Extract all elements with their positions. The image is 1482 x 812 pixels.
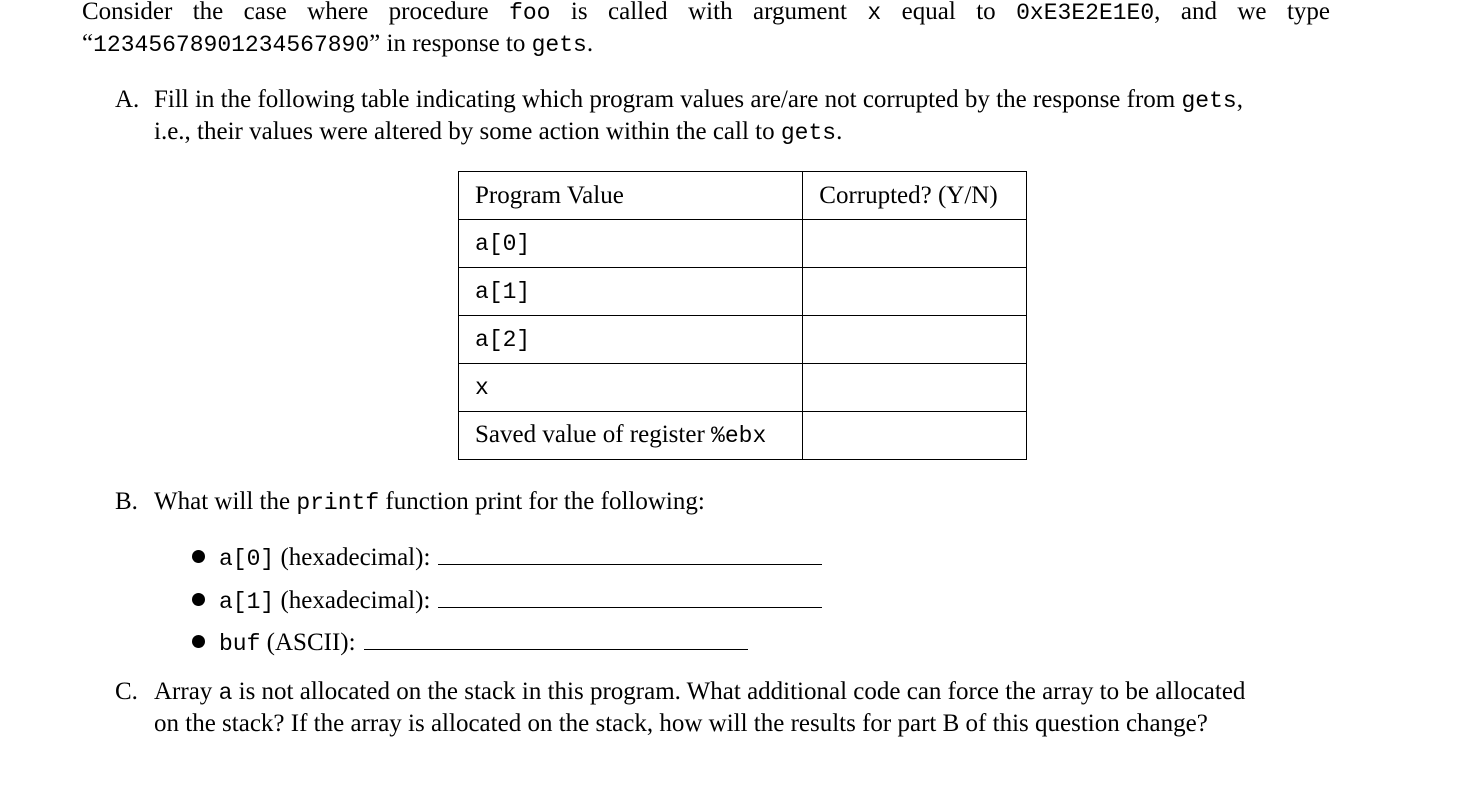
part-c-text: Array bbox=[154, 678, 219, 705]
answer-blank[interactable] bbox=[438, 538, 822, 565]
part-c-text: is not allocated on the stack in this program. What additional code can force the array to be allocated bbox=[232, 678, 1246, 705]
part-a-label: A. bbox=[115, 86, 140, 113]
part-b-label: B. bbox=[115, 488, 138, 515]
table-row bbox=[459, 220, 1027, 268]
program-value-cell: a[1] bbox=[459, 268, 803, 316]
part-c-line-2: on the stack? If the array is allocated on the stack, how will the results for part B of this question change? bbox=[154, 710, 1208, 737]
intro-text: is called with argument bbox=[550, 0, 868, 25]
intro-text: , and we type bbox=[1154, 0, 1331, 25]
table-row bbox=[459, 316, 1027, 364]
code-ebx: %ebx bbox=[711, 423, 767, 449]
corruption-table bbox=[458, 171, 1027, 460]
code-printf: printf bbox=[296, 490, 380, 516]
code-gets: gets bbox=[780, 120, 837, 146]
punct: . bbox=[836, 118, 843, 145]
program-value-cell: a[0] bbox=[459, 220, 803, 268]
code-input-string: 12345678901234567890 bbox=[93, 32, 370, 58]
answer-blank[interactable] bbox=[438, 581, 822, 608]
part-c-label: C. bbox=[115, 678, 138, 705]
intro-text: Consider the case where procedure bbox=[82, 0, 510, 25]
program-value-cell: x bbox=[459, 364, 803, 412]
code-x: x bbox=[867, 0, 882, 26]
code-gets: gets bbox=[1181, 88, 1237, 114]
bullet-icon bbox=[192, 550, 205, 563]
saved-register-text: Saved value of register bbox=[475, 421, 712, 448]
part-c-line-1 bbox=[154, 676, 1245, 709]
item-desc: (hexadecimal): bbox=[280, 587, 431, 614]
code-a: a bbox=[218, 680, 233, 706]
part-a-text: i.e., their values were altered by some action within the call to bbox=[154, 118, 781, 145]
part-a-text: Fill in the following table indicating which program values are/are not corrupted by the response from bbox=[154, 86, 1182, 113]
bullet-icon bbox=[192, 635, 205, 648]
part-b-text: function print for the following: bbox=[379, 488, 705, 515]
part-b-text: What will the bbox=[154, 488, 297, 515]
intro-text: equal to bbox=[881, 0, 1017, 25]
intro-line-2 bbox=[82, 28, 593, 61]
code-a1: a[1] bbox=[219, 589, 275, 615]
corrupted-answer-cell[interactable] bbox=[803, 220, 1027, 268]
open-quote: “ bbox=[82, 30, 94, 57]
corrupted-answer-cell[interactable] bbox=[803, 316, 1027, 364]
table-header-row bbox=[459, 172, 1027, 220]
table-row bbox=[459, 364, 1027, 412]
corrupted-answer-cell[interactable] bbox=[803, 364, 1027, 412]
corrupted-answer-cell[interactable] bbox=[803, 412, 1027, 460]
part-a-line-1 bbox=[154, 84, 1243, 117]
bullet-icon bbox=[192, 593, 205, 606]
table-row bbox=[459, 268, 1027, 316]
code-gets: gets bbox=[531, 32, 587, 58]
item-desc: (hexadecimal): bbox=[280, 544, 431, 571]
part-b-intro bbox=[154, 486, 705, 519]
table-row bbox=[459, 412, 1027, 460]
program-value-cell bbox=[459, 412, 803, 460]
list-item bbox=[192, 623, 748, 660]
code-a0: a[0] bbox=[219, 546, 275, 572]
code-foo: foo bbox=[509, 0, 551, 26]
code-buf: buf bbox=[219, 631, 261, 657]
header-program-value: Program Value bbox=[459, 172, 803, 220]
answer-blank[interactable] bbox=[364, 623, 748, 650]
part-a-line-2 bbox=[154, 116, 842, 149]
punct: , bbox=[1236, 86, 1243, 113]
list-item bbox=[192, 581, 822, 618]
header-corrupted: Corrupted? (Y/N) bbox=[803, 172, 1027, 220]
program-value-cell: a[2] bbox=[459, 316, 803, 364]
list-item bbox=[192, 538, 822, 575]
intro-text: ” in response to bbox=[369, 30, 532, 57]
code-hex-value: 0xE3E2E1E0 bbox=[1016, 0, 1155, 26]
intro-line-1 bbox=[82, 0, 1330, 29]
period: . bbox=[586, 30, 594, 57]
corrupted-answer-cell[interactable] bbox=[803, 268, 1027, 316]
item-desc: (ASCII): bbox=[266, 629, 356, 656]
